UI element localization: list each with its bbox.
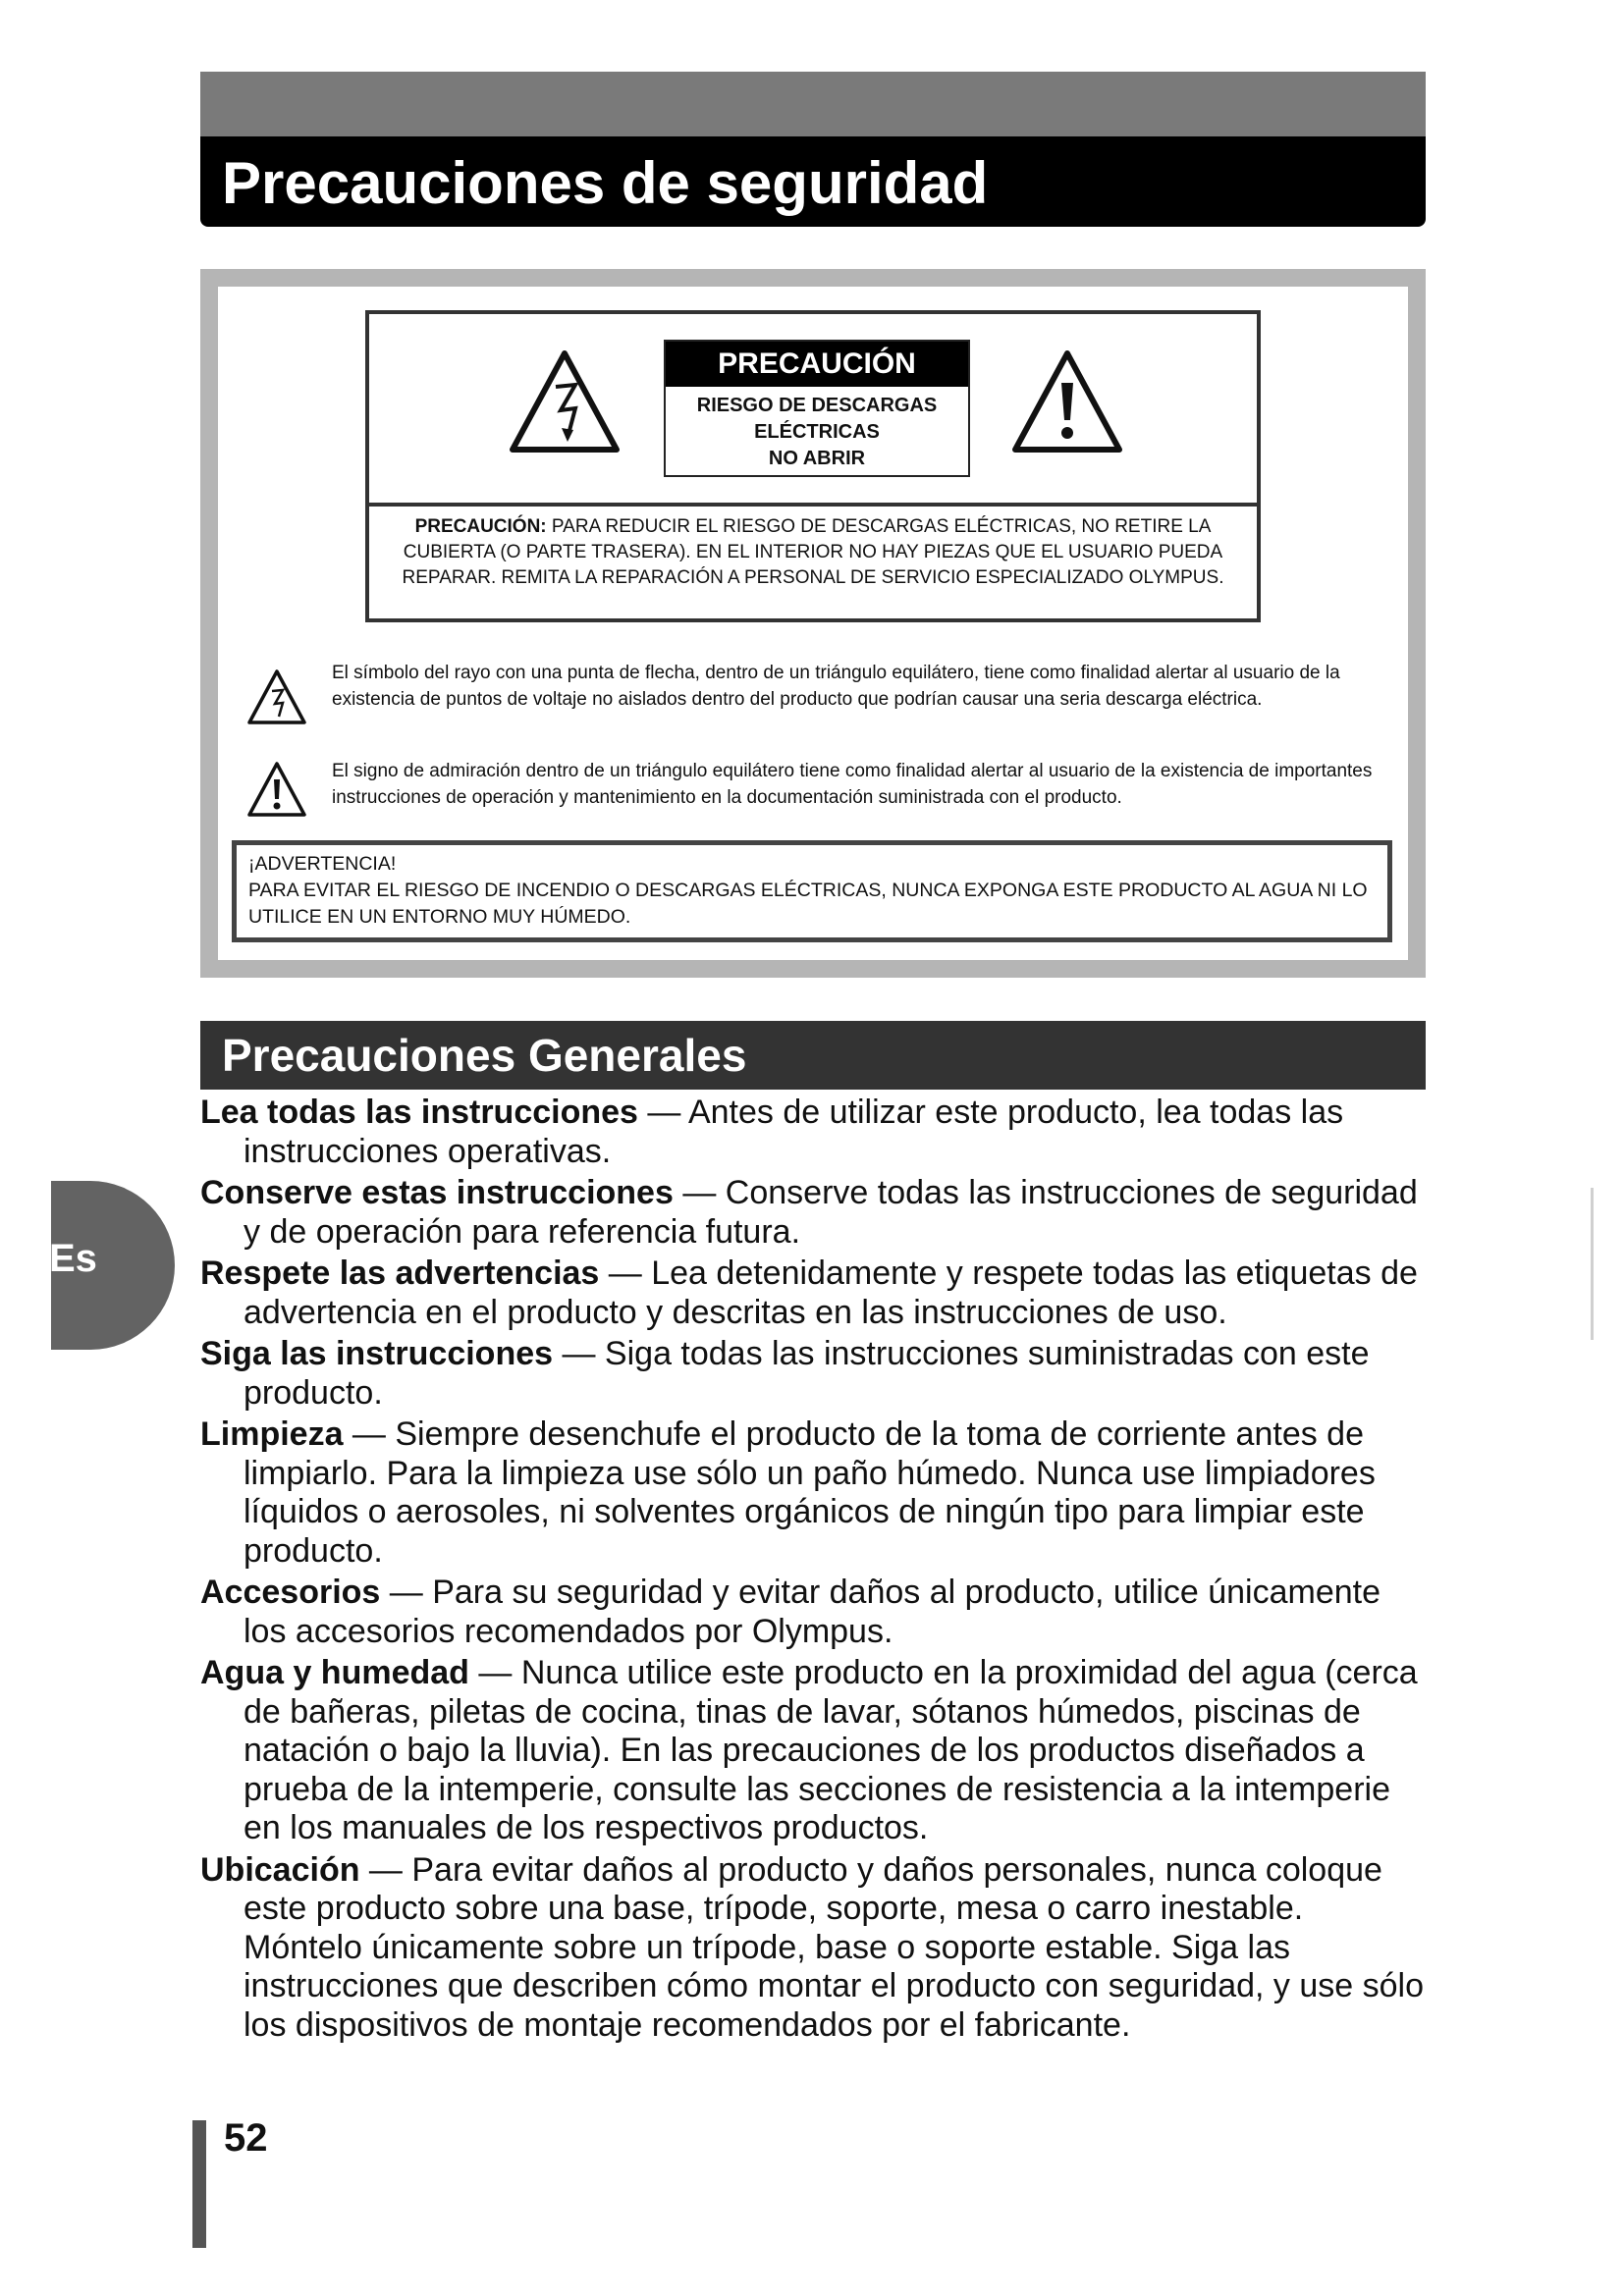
- page-number: 52: [224, 2116, 268, 2160]
- item-term: Accesorios: [200, 1574, 381, 1611]
- general-heading-text: Precauciones Generales: [222, 1030, 747, 1081]
- bolt-symbol-explanation: [245, 660, 1384, 742]
- item-text: — Antes de utilizar este producto, lea todas las instrucciones operativas.: [244, 1094, 1344, 1170]
- warning-title: ¡ADVERTENCIA!: [248, 853, 397, 875]
- item-term: Siga las instrucciones: [200, 1335, 554, 1372]
- caution-label: [664, 340, 970, 477]
- warning-text: PARA EVITAR EL RIESGO DE INCENDIO O DESCARGAS ELÉCTRICAS, NUNCA EXPONGA ESTE PRODUCTO AL AGUA NI LO UTILICE EN UN ENTORNO MUY HÚMEDO.: [248, 880, 1368, 928]
- list-item: [200, 1654, 1428, 1848]
- page-number-bar: [192, 2120, 206, 2248]
- list-item: [200, 1415, 1428, 1571]
- item-text: — Nunca utilice este producto en la proximidad del agua (cerca de bañeras, piletas de cocina, tinas de lavar, sótanos húmedos, piscinas de natación o bajo la lluvia). En las precauciones de los productos diseñados a prueba de la intemperie, consulte las secciones de resistencia a la intemperie en los manuales de los respectivos productos.: [244, 1654, 1418, 1846]
- caution-label-line: ELÉCTRICAS: [754, 421, 880, 443]
- item-term: Lea todas las instrucciones: [200, 1094, 638, 1131]
- page-title: Precauciones de seguridad: [222, 150, 989, 216]
- list-item: [200, 1574, 1428, 1651]
- general-list: [200, 1094, 1428, 2048]
- exclamation-symbol-text: El signo de admiración dentro de un triángulo equilátero tiene como finalidad alertar al usuario de la existencia de importantes instrucciones de operación y mantenimiento en la documentación suministrada con el producto.: [332, 761, 1373, 808]
- item-text: — Conserve todas las instrucciones de seguridad y de operación para referencia futura.: [244, 1174, 1418, 1251]
- item-term: Respete las advertencias: [200, 1255, 600, 1292]
- item-term: Conserve estas instrucciones: [200, 1174, 674, 1211]
- lightning-triangle-icon: [507, 347, 623, 455]
- exclamation-triangle-icon: [1009, 347, 1125, 455]
- list-item: [200, 1335, 1428, 1413]
- item-term: Limpieza: [200, 1415, 344, 1453]
- caution-label-heading: PRECAUCIÓN: [666, 342, 968, 387]
- list-item: [200, 1255, 1428, 1332]
- page-header: [200, 72, 1426, 227]
- caution-symbols-area: [369, 314, 1257, 507]
- item-text: — Lea detenidamente y respete todas las etiquetas de advertencia en el producto y descritas en las instrucciones de uso.: [244, 1255, 1418, 1331]
- caution-notice-lead: PRECAUCIÓN:: [414, 516, 547, 537]
- caution-notice: [369, 507, 1257, 591]
- lightning-triangle-icon: [245, 667, 308, 726]
- item-text: — Para su seguridad y evitar daños al producto, utilice únicamente los accesorios recomendados por Olympus.: [244, 1574, 1380, 1650]
- list-item: [200, 1851, 1428, 2046]
- language-tab-label: Es: [49, 1237, 97, 1280]
- header-gray-band: [200, 72, 1426, 138]
- item-term: Ubicación: [200, 1850, 360, 1889]
- list-item: [200, 1094, 1428, 1171]
- caution-label-line: NO ABRIR: [768, 448, 866, 469]
- exclamation-triangle-icon: [245, 760, 308, 819]
- caution-label-line: RIESGO DE DESCARGAS: [696, 395, 938, 416]
- general-heading: [200, 1021, 1426, 1090]
- exclamation-symbol-explanation: [245, 758, 1384, 817]
- item-text: — Para evitar daños al producto y daños personales, nunca coloque este producto sobre una base, trípode, soporte, mesa o carro inestable. Móntelo únicamente sobre un trípode, base o soporte estable. Siga las instrucciones que describen cómo montar el producto con seguridad, y use sólo los dispositivos de montaje recomendados por el fabricante.: [244, 1850, 1425, 2044]
- item-text: — Siga todas las instrucciones suministradas con este producto.: [244, 1335, 1370, 1412]
- item-text: — Siempre desenchufe el producto de la toma de corriente antes de limpiarlo. Para la limpieza use sólo un paño húmedo. Nunca use limpiadores líquidos o aerosoles, ni solventes orgánicos de ningún tipo para limpiar este producto.: [244, 1415, 1376, 1570]
- bolt-symbol-text: El símbolo del rayo con una punta de flecha, dentro de un triángulo equilátero, tiene como finalidad alertar al usuario de la existencia de puntos de voltaje no aislados dentro del producto que podrían causar una seria descarga eléctrica.: [332, 663, 1340, 710]
- warning-box: [232, 840, 1392, 942]
- caution-notice-text: PARA REDUCIR EL RIESGO DE DESCARGAS ELÉCTRICAS, NO RETIRE LA CUBIERTA (O PARTE TRASERA). EN EL INTERIOR NO HAY PIEZAS QUE EL USUARIO PUEDA REPARAR. REMITA LA REPARACIÓN A PERSONAL DE SERVICIO ESPECIALIZADO OLYMPUS.: [402, 516, 1224, 588]
- caution-box: [365, 310, 1261, 622]
- caution-label-text: [666, 387, 968, 472]
- edge-divider: [1591, 1188, 1594, 1340]
- list-item: [200, 1174, 1428, 1252]
- item-term: Agua y humedad: [200, 1654, 469, 1691]
